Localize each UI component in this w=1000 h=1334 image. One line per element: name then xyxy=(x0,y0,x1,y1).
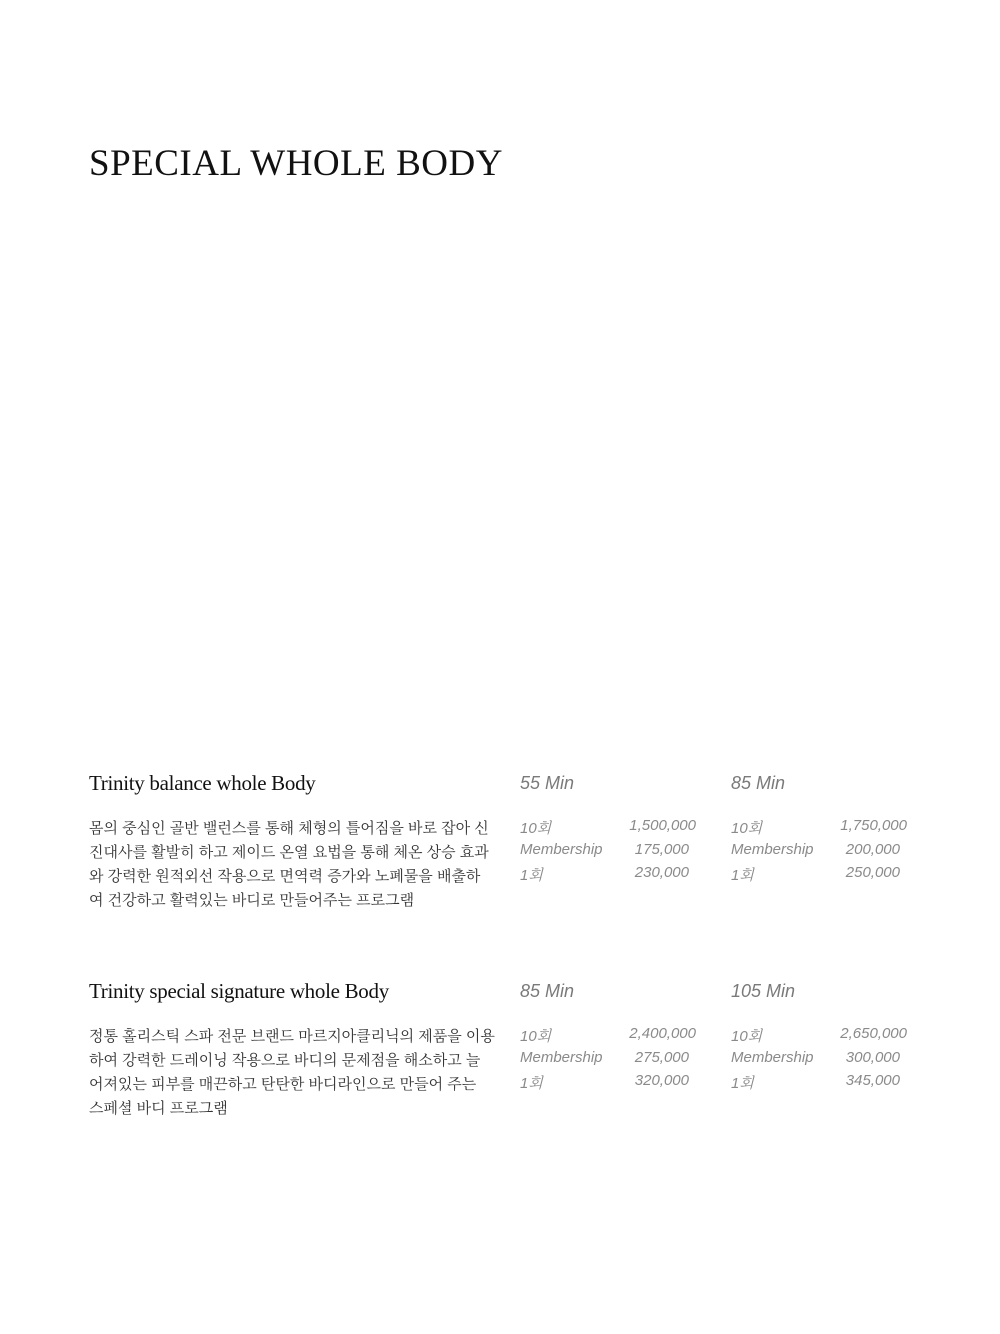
program-name: Trinity special signature whole Body xyxy=(89,979,389,1003)
price-value: 1,750,000 xyxy=(840,817,907,834)
price-row xyxy=(520,817,700,841)
price-value: 2,650,000 xyxy=(840,1025,907,1042)
duration-label: 85 Min xyxy=(520,981,575,1001)
duration-label: 105 Min xyxy=(731,981,796,1001)
price-value: 275,000 xyxy=(634,1049,689,1066)
price-row xyxy=(520,1049,700,1073)
price-row xyxy=(731,864,911,888)
program-name: Trinity balance whole Body xyxy=(89,771,316,795)
price-value: 2,400,000 xyxy=(629,1025,696,1042)
price-value: 230,000 xyxy=(634,864,689,881)
program-description xyxy=(89,817,489,913)
price-value: 200,000 xyxy=(845,841,900,858)
price-value: 300,000 xyxy=(845,1049,900,1066)
price-label: 10회 xyxy=(520,1028,552,1045)
description-line: 와 강력한 원적외선 작용으로 면역력 증가와 노폐물을 배출하 xyxy=(89,868,481,885)
price-row xyxy=(731,1049,911,1073)
price-row xyxy=(520,841,700,865)
price-label: Membership xyxy=(731,841,814,858)
price-value: 175,000 xyxy=(634,841,689,858)
price-label: Membership xyxy=(520,1049,603,1066)
price-label: 1회 xyxy=(520,867,543,884)
price-label: Membership xyxy=(520,841,603,858)
price-value: 250,000 xyxy=(845,864,900,881)
description-line: 진대사를 활발히 하고 제이드 온열 요법을 통해 체온 상승 효과 xyxy=(89,844,489,861)
program-trinity-balance xyxy=(89,771,919,931)
price-row xyxy=(520,864,700,888)
price-value: 345,000 xyxy=(845,1072,900,1089)
program-trinity-special-signature xyxy=(89,979,919,1139)
description-line: 스페셜 바디 프로그램 xyxy=(89,1100,228,1117)
price-label: 1회 xyxy=(731,1075,754,1092)
description-line: 정통 홀리스틱 스파 전문 브랜드 마르지아클리닉의 제품을 이용 xyxy=(89,1028,495,1045)
price-label: 10회 xyxy=(520,820,552,837)
price-row xyxy=(731,841,911,865)
price-value: 320,000 xyxy=(634,1072,689,1089)
description-line: 몸의 중심인 골반 밸런스를 통해 체형의 틀어짐을 바로 잡아 신 xyxy=(89,820,489,837)
price-row xyxy=(520,1072,700,1096)
page-title: SPECIAL WHOLE BODY xyxy=(89,143,503,184)
price-label: 10회 xyxy=(731,820,763,837)
price-row xyxy=(731,1025,911,1049)
price-row xyxy=(520,1025,700,1049)
price-label: Membership xyxy=(731,1049,814,1066)
price-label: 10회 xyxy=(731,1028,763,1045)
price-label: 1회 xyxy=(520,1075,543,1092)
price-row xyxy=(731,817,911,841)
duration-label: 55 Min xyxy=(520,773,575,793)
description-line: 여 건강하고 활력있는 바디로 만들어주는 프로그램 xyxy=(89,892,415,909)
description-line: 하여 강력한 드레이닝 작용으로 바디의 문제점을 해소하고 늘 xyxy=(89,1052,481,1069)
price-value: 1,500,000 xyxy=(629,817,696,834)
duration-label: 85 Min xyxy=(731,773,786,793)
price-label: 1회 xyxy=(731,867,754,884)
description-line: 어져있는 피부를 매끈하고 탄탄한 바디라인으로 만들어 주는 xyxy=(89,1076,477,1093)
price-row xyxy=(731,1072,911,1096)
program-description xyxy=(89,1025,495,1121)
